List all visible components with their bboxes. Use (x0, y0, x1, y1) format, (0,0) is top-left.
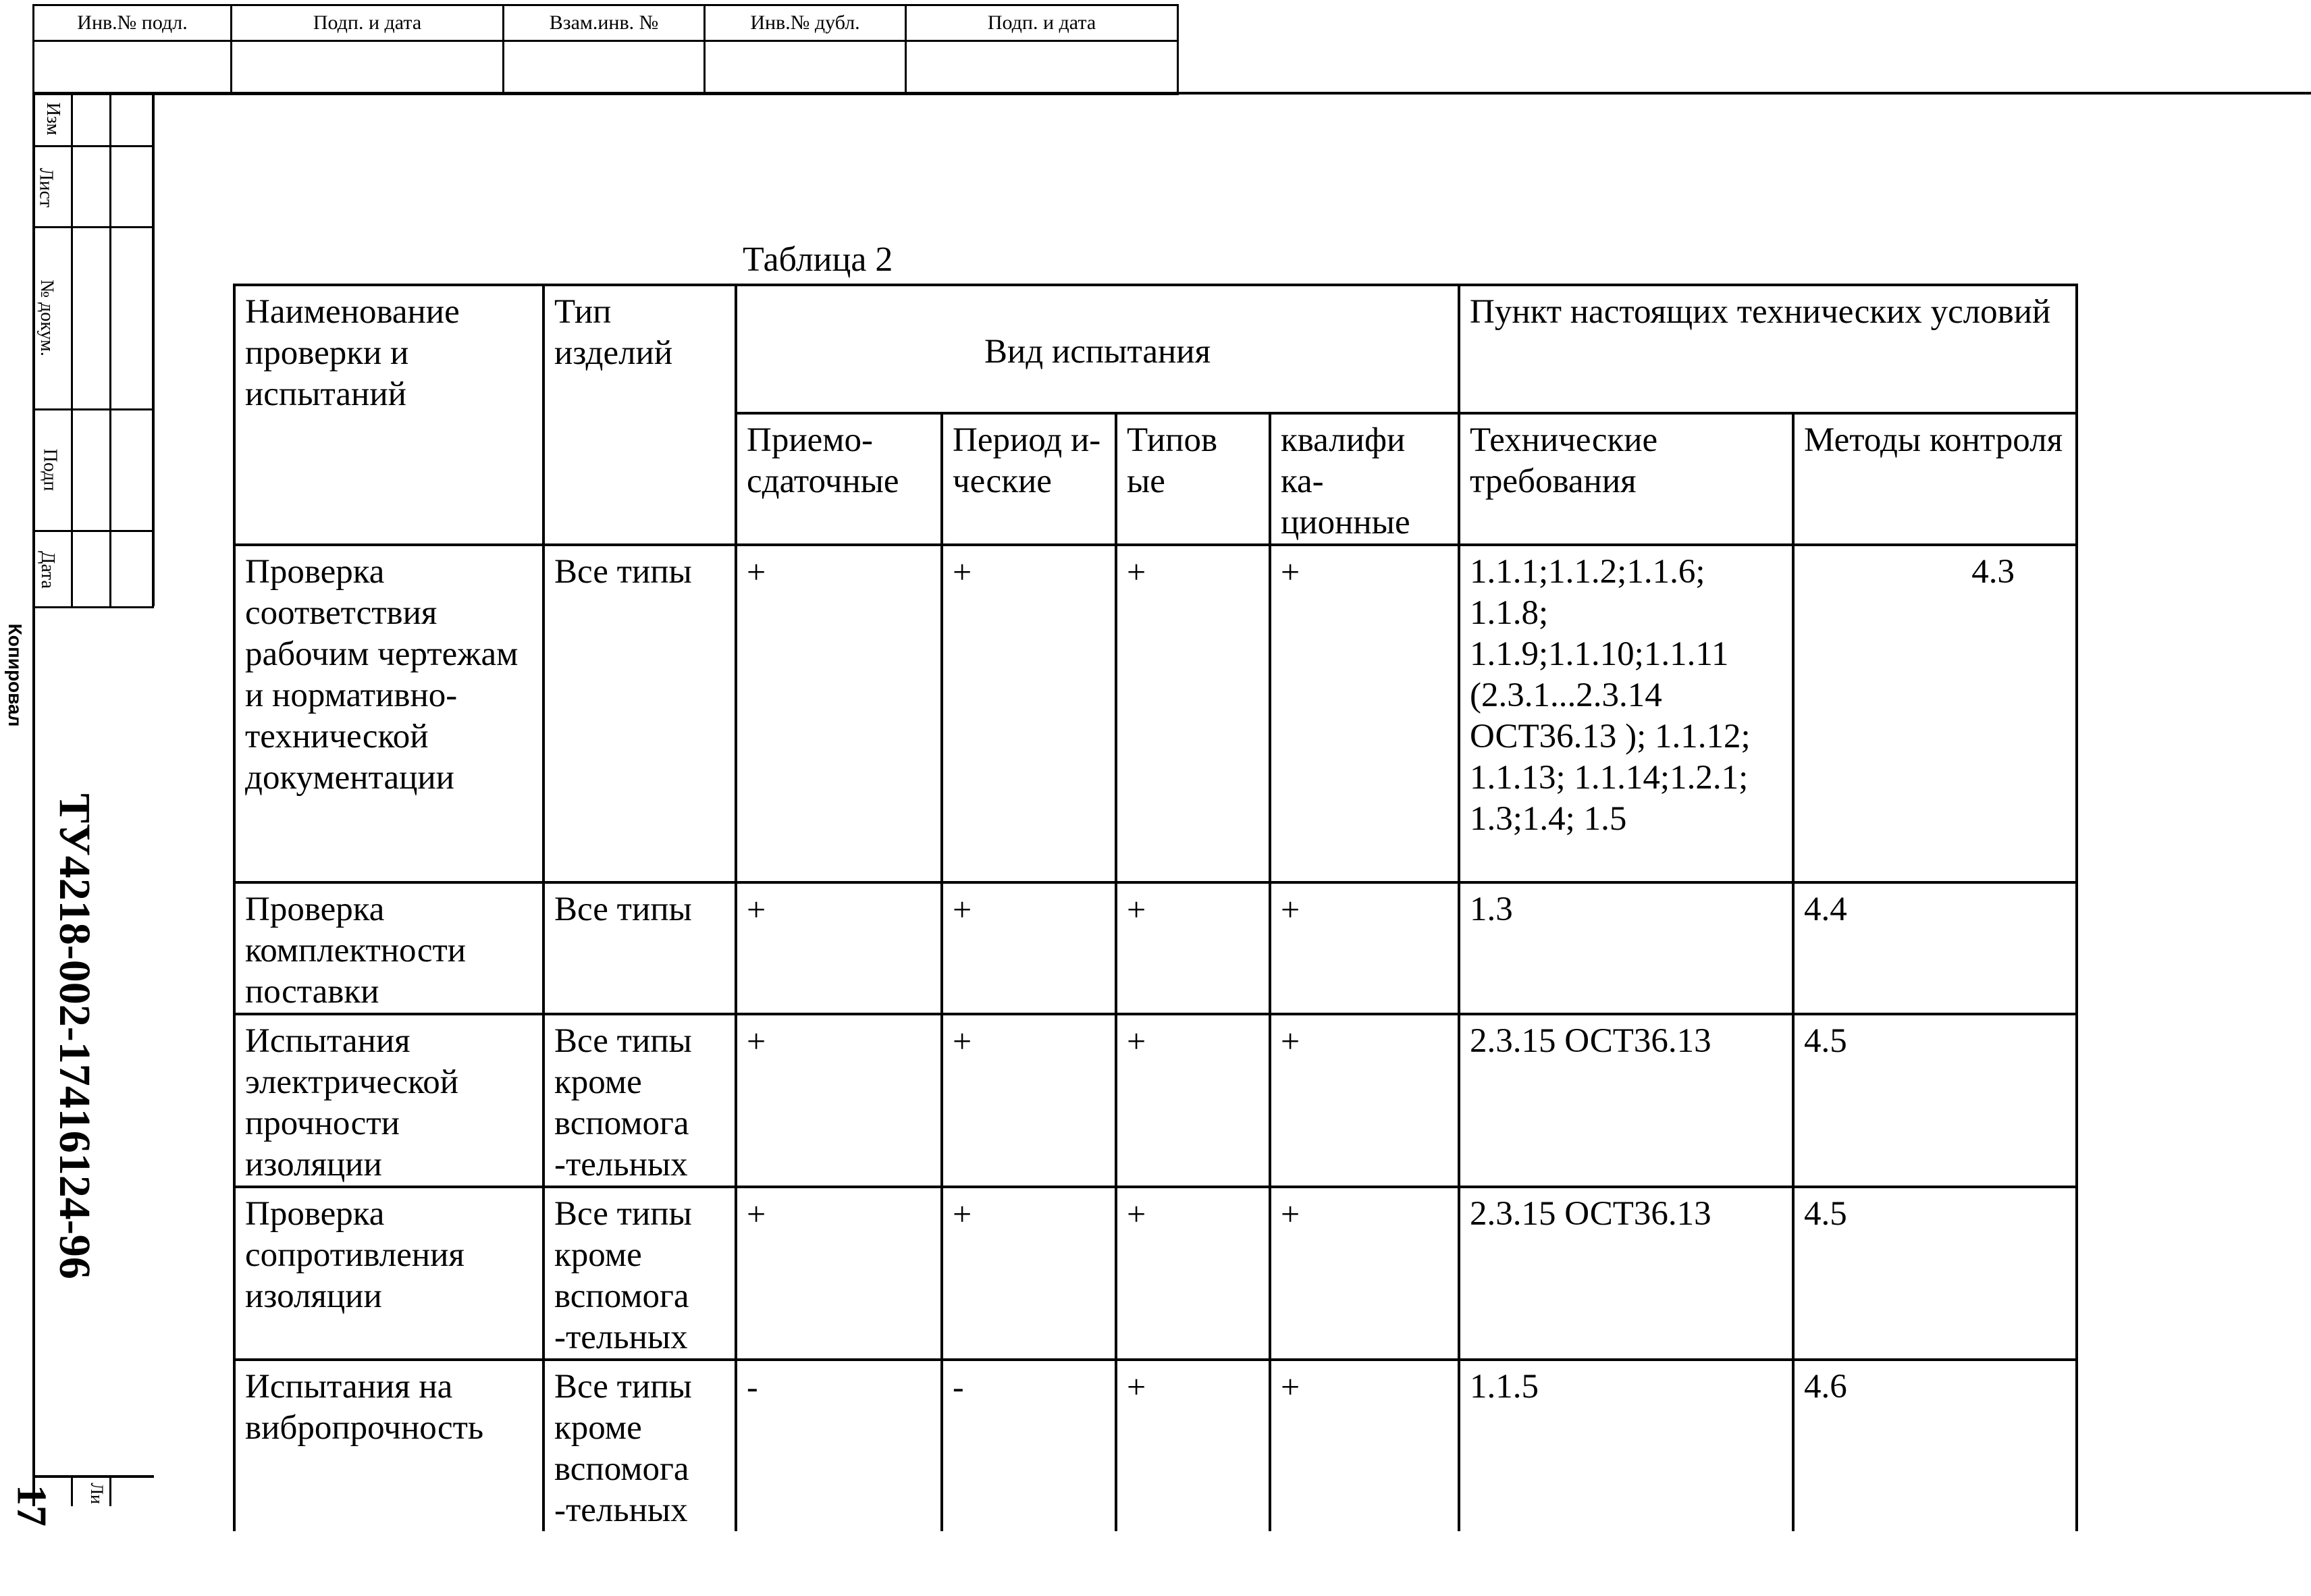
header-product-type: Тип изделий (543, 285, 736, 545)
cell-periodic: + (942, 882, 1116, 1014)
cell-qualification: + (1270, 1187, 1459, 1360)
stamp-cell (34, 41, 232, 95)
tests-table (233, 284, 2078, 1531)
cell-check-name: Проверка соответствия рабочим чертежам и нормативно-технической документации (234, 545, 543, 882)
table-caption: Таблица 2 (743, 240, 893, 279)
table-row (234, 1360, 2077, 1531)
header-clause: Пункт настоящих технических условий (1459, 285, 2077, 413)
header-periodic: Период и-ческие (942, 413, 1116, 545)
cell-qualification: + (1270, 545, 1459, 882)
stamp-header-podp-data-2: Подп. и дата (906, 5, 1178, 41)
cell-qualification: + (1270, 1014, 1459, 1187)
cell-product-type: Все типы кроме вспомога -тельных (543, 1014, 736, 1187)
cell-periodic: + (942, 545, 1116, 882)
cell-tech-requirements: 1.1.5 (1459, 1360, 1793, 1531)
stamp-header-vzam-inv: Взам.инв. № (504, 5, 705, 41)
margin-label-signature: Подп (39, 448, 61, 491)
stamp-cell (906, 41, 1178, 95)
table-row (234, 545, 2077, 882)
cell-qualification: + (1270, 882, 1459, 1014)
margin-label-date: Дата (36, 551, 58, 589)
margin-label-list: Лист (35, 167, 57, 208)
margin-label-izm: Изм (43, 102, 63, 136)
stamp-header-inv-dubl: Инв.№ дубл. (705, 5, 906, 41)
stamp-cell (504, 41, 705, 95)
cell-product-type: Все типы кроме вспомога -тельных (543, 1360, 736, 1531)
cell-periodic: - (942, 1360, 1116, 1531)
header-check-name: Наименование проверки и испытаний (234, 285, 543, 545)
cell-acceptance: + (736, 882, 942, 1014)
copied-by-label: Копировал (5, 623, 26, 727)
page-number: 17 (8, 1485, 55, 1526)
cell-tech-requirements: 2.3.15 ОСТ36.13 (1459, 1014, 1793, 1187)
cell-check-name: Испытания электрической прочности изоляции (234, 1014, 543, 1187)
cell-acceptance: + (736, 545, 942, 882)
cell-periodic: + (942, 1014, 1116, 1187)
header-typical: Типов ые (1116, 413, 1270, 545)
cell-typical: + (1116, 1014, 1270, 1187)
header-test-kind: Вид испытания (736, 285, 1459, 413)
cell-tech-requirements: 1.1.1;1.1.2;1.1.6; 1.1.8; 1.1.9;1.1.10;1.1.11 (2.3.1...2.3.14 ОСТ36.13 ); 1.1.12; 1.1.13; 1.1.14;1.2.1; 1.3;1.4; 1.5 (1459, 545, 1793, 882)
stamp-header-inv-podl: Инв.№ подл. (34, 5, 232, 41)
cell-product-type: Все типы кроме вспомога -тельных (543, 1187, 736, 1360)
cell-acceptance: + (736, 1187, 942, 1360)
cell-control-methods: 4.6 (1793, 1360, 2077, 1531)
table-row (234, 1014, 2077, 1187)
table-row (234, 1187, 2077, 1360)
cell-periodic: + (942, 1187, 1116, 1360)
frame-top-line (32, 92, 2311, 95)
stamp-cell (232, 41, 504, 95)
table-row (234, 882, 2077, 1014)
cell-product-type: Все типы (543, 545, 736, 882)
cell-typical: + (1116, 882, 1270, 1014)
page-sheet-label: Ли (87, 1483, 107, 1504)
cell-check-name: Испытания на вибропрочность (234, 1360, 543, 1531)
header-acceptance: Приемо-сдаточные (736, 413, 942, 545)
stamp-cell (705, 41, 906, 95)
header-tech-requirements: Технические требования (1459, 413, 1793, 545)
cell-control-methods: 4.4 (1793, 882, 2077, 1014)
cell-typical: + (1116, 1360, 1270, 1531)
cell-acceptance: - (736, 1360, 942, 1531)
cell-control-methods: 4.5 (1793, 1187, 2077, 1360)
cell-typical: + (1116, 545, 1270, 882)
stamp-header-podp-data: Подп. и дата (232, 5, 504, 41)
cell-check-name: Проверка комплектности поставки (234, 882, 543, 1014)
document-code: ТУ4218-002-17416124-96 (50, 793, 99, 1279)
cell-qualification: + (1270, 1360, 1459, 1531)
cell-acceptance: + (736, 1014, 942, 1187)
cell-control-methods: 4.3 (1793, 545, 2077, 882)
cell-product-type: Все типы (543, 882, 736, 1014)
margin-label-doc-number: № докум. (36, 280, 57, 356)
cell-tech-requirements: 1.3 (1459, 882, 1793, 1014)
header-qualification: квалифи ка-ционные (1270, 413, 1459, 545)
cell-control-methods: 4.5 (1793, 1014, 2077, 1187)
cell-tech-requirements: 2.3.15 ОСТ36.13 (1459, 1187, 1793, 1360)
cell-check-name: Проверка сопротивления изоляции (234, 1187, 543, 1360)
document-stamp (32, 4, 1179, 95)
cell-typical: + (1116, 1187, 1270, 1360)
header-control-methods: Методы контроля (1793, 413, 2077, 545)
